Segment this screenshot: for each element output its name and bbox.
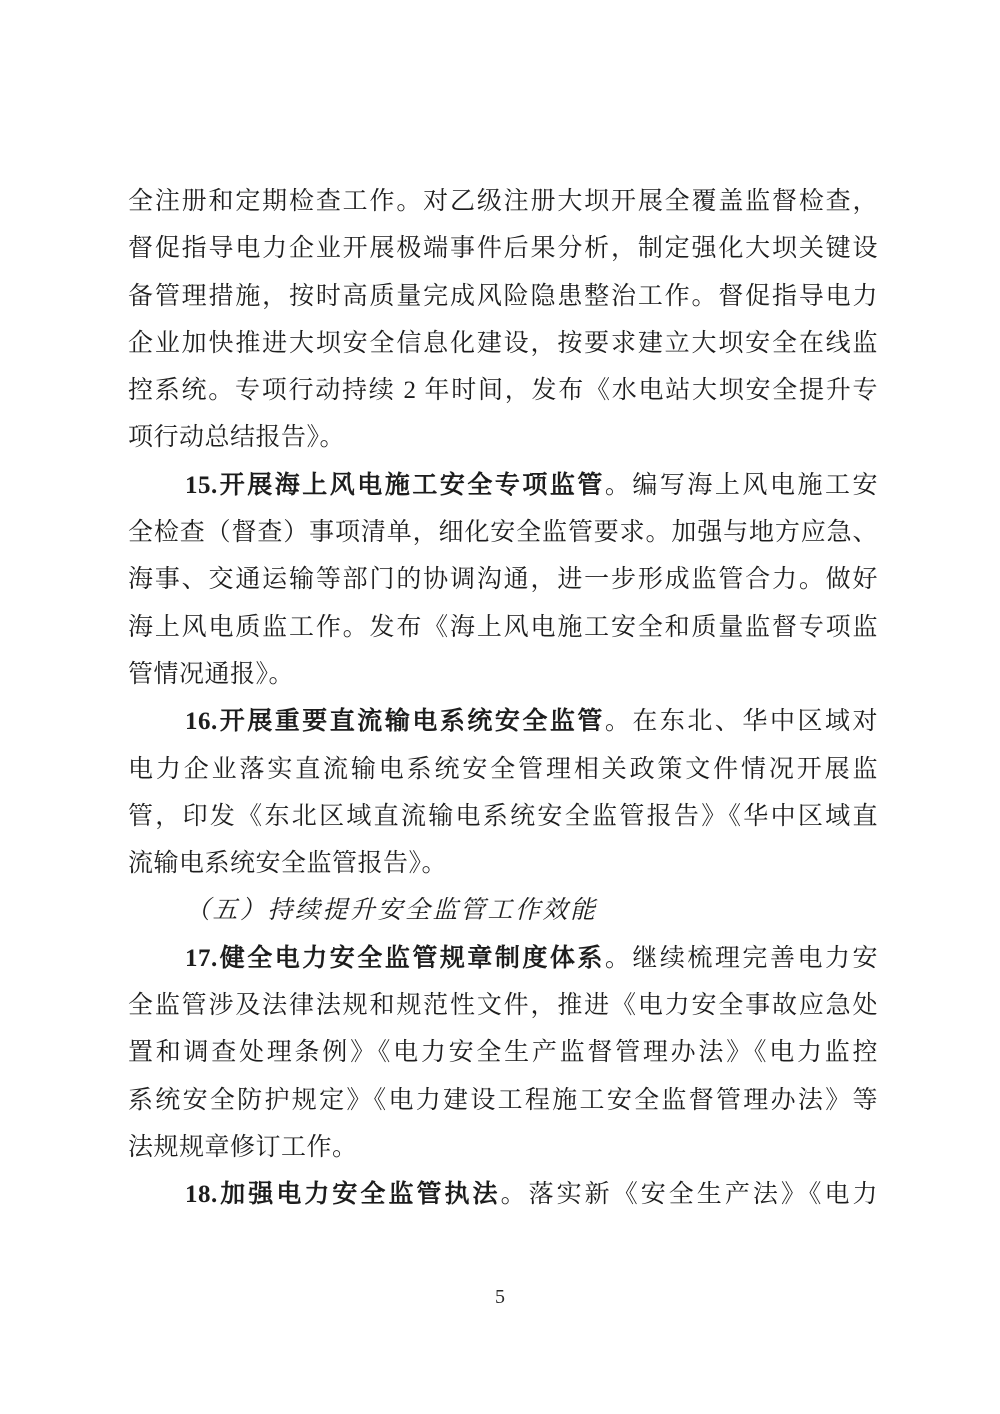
text-line — [128, 1029, 878, 1076]
text-line — [128, 556, 878, 603]
text-line — [128, 840, 878, 887]
text-line — [128, 509, 878, 556]
text-line — [128, 793, 878, 840]
text-segment-bold: 18.加强电力安全监管执法 — [185, 1181, 501, 1209]
text-line — [128, 746, 878, 793]
text-segment-regular: 督促指导电力企业开展极端事件后果分析，制定强化大坝关键设 — [128, 235, 878, 263]
text-line — [128, 320, 878, 367]
page-number: 5 — [495, 1286, 505, 1308]
text-segment-regular: 管，印发《东北区域直流输电系统安全监管报告》《华中区域直 — [128, 802, 878, 830]
text-segment-regular: 。在东北、华中区域对 — [604, 708, 878, 736]
document-body — [128, 178, 878, 1219]
text-segment-bold: 15.开展海上风电施工安全专项监管 — [185, 471, 605, 499]
text-line — [128, 273, 878, 320]
text-line — [128, 1171, 878, 1218]
text-line — [128, 178, 878, 225]
text-segment-regular: 海事、交通运输等部门的协调沟通，进一步形成监管合力。做好 — [128, 566, 878, 594]
text-segment-regular: 。落实新《安全生产法》《电力 — [500, 1181, 878, 1209]
text-segment-regular: 系统安全防护规定》《电力建设工程施工安全监督管理办法》等 — [128, 1086, 878, 1114]
text-segment-regular: 控系统。专项行动持续 2 年时间，发布《水电站大坝安全提升专 — [128, 377, 878, 405]
text-segment-regular: 企业加快推进大坝安全信息化建设，按要求建立大坝安全在线监 — [128, 329, 878, 357]
text-segment-regular: 。继续梳理完善电力安 — [604, 944, 878, 972]
text-line — [128, 887, 878, 934]
text-segment-regular: 流输电系统安全监管报告》。 — [128, 850, 448, 878]
text-segment-bold: 17.健全电力安全监管规章制度体系 — [185, 944, 605, 972]
text-line — [128, 982, 878, 1029]
text-segment-kaiti: （五）持续提升安全监管工作效能 — [185, 897, 598, 925]
text-segment-regular: 置和调查处理条例》《电力安全生产监督管理办法》《电力监控 — [128, 1039, 878, 1067]
text-line — [128, 414, 878, 461]
text-line — [128, 604, 878, 651]
text-segment-regular: 全监管涉及法律法规和规范性文件，推进《电力安全事故应急处 — [128, 992, 878, 1020]
text-segment-regular: 全检查（督查）事项清单，细化安全监管要求。加强与地方应急、 — [128, 519, 878, 547]
text-segment-regular: 法规规章修订工作。 — [128, 1133, 358, 1161]
text-line — [128, 651, 878, 698]
text-line — [128, 1124, 878, 1171]
text-segment-regular: 备管理措施，按时高质量完成风险隐患整治工作。督促指导电力 — [128, 282, 878, 310]
text-line — [128, 698, 878, 745]
text-line — [128, 367, 878, 414]
text-line — [128, 1077, 878, 1124]
text-segment-regular: 管情况通报》。 — [128, 660, 295, 688]
text-segment-regular: 电力企业落实直流输电系统安全管理相关政策文件情况开展监 — [128, 755, 878, 783]
text-line — [128, 462, 878, 509]
text-segment-regular: 。编写海上风电施工安 — [604, 471, 878, 499]
text-segment-regular: 海上风电质监工作。发布《海上风电施工安全和质量监督专项监 — [128, 613, 878, 641]
text-segment-regular: 项行动总结报告》。 — [128, 424, 346, 452]
text-line — [128, 935, 878, 982]
text-segment-regular: 全注册和定期检查工作。对乙级注册大坝开展全覆盖监督检查， — [128, 188, 878, 215]
text-segment-bold: 16.开展重要直流输电系统安全监管 — [185, 708, 605, 736]
text-line — [128, 225, 878, 272]
